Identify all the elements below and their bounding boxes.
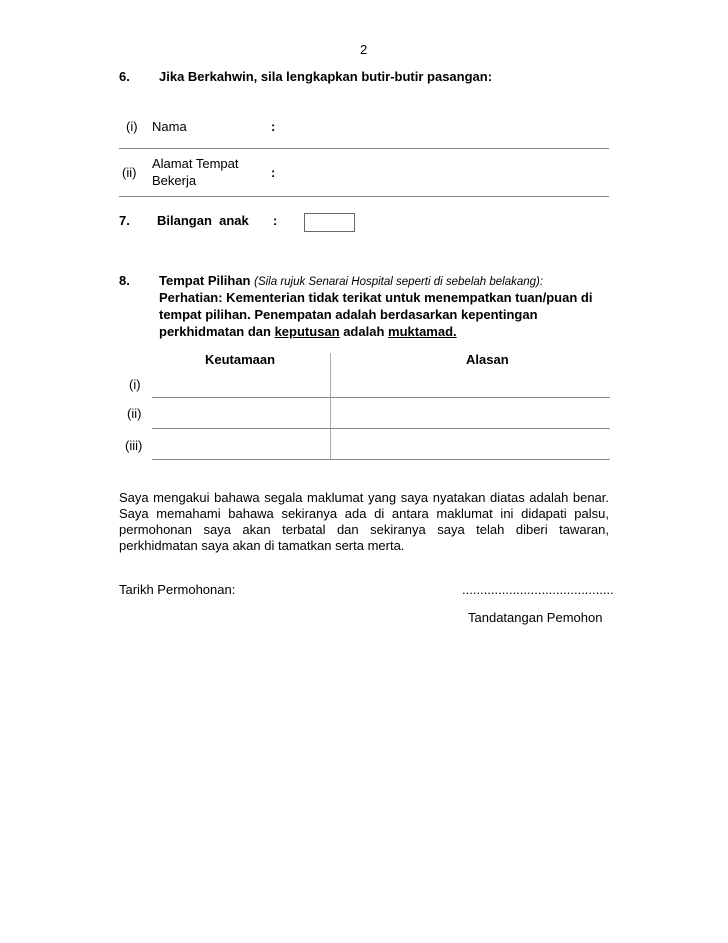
section-8-notice-line2: tempat pilihan. Penempatan adalah berdasarkan kepentingan [159,307,538,322]
row-number-nama: (i) [126,119,138,134]
nama-colon: : [271,119,276,134]
alasan-field-iii[interactable] [333,430,609,458]
bilangan-anak-label: Bilangan anak [157,213,249,228]
notice-keputusan: keputusan [274,324,340,339]
section-8-note: (Sila rujuk Senarai Hospital seperti di sebelah belakang): [254,276,544,288]
alamat-field-line [119,196,609,197]
alamat-label-line1: Alamat Tempat [152,156,239,171]
declaration-line-2: Saya memahami bahawa sekiranya ada di antara maklumat ini didapati palsu, [119,506,609,521]
notice-muktamad: muktamad. [388,324,457,339]
section-6-number: 6. [119,69,130,84]
alamat-field[interactable] [290,153,610,193]
notice-text-c: adalah [339,324,389,339]
section-6-title: Jika Berkahwin, sila lengkapkan butir-butir pasangan: [159,69,493,84]
bilangan-anak-colon: : [273,213,278,228]
row-number-alamat: (ii) [122,165,137,180]
keutamaan-field-i[interactable] [152,368,328,396]
section-7-number: 7. [119,213,130,228]
declaration-line-4: perkhidmatan saya akan di tamatkan serta merta. [119,538,405,553]
section-8-heading [159,273,543,288]
nama-field-line [119,148,609,149]
alamat-label-line2: Bekerja [152,173,197,188]
alamat-colon: : [271,165,276,180]
row-label-i: (i) [129,377,141,392]
signature-label: Tandatangan Pemohon [468,610,603,625]
keutamaan-field-ii[interactable] [152,399,328,427]
section-8-number: 8. [119,273,130,288]
date-label: Tarikh Permohonan: [119,582,236,597]
col-header-alasan: Alasan [466,352,509,367]
section-8-notice-line3 [159,324,457,339]
row-label-ii: (ii) [127,406,142,421]
table-vertical-divider [330,353,331,460]
keutamaan-field-iii[interactable] [152,430,328,458]
col-header-keutamaan: Keutamaan [205,352,276,367]
table-row-line [152,397,610,398]
nama-field[interactable] [290,116,610,146]
bilangan-anak-input[interactable] [304,213,355,232]
declaration-line-1: Saya mengakui bahawa segala maklumat yang saya nyatakan diatas adalah benar. [119,490,609,505]
alasan-field-i[interactable] [333,368,609,396]
declaration-line-3: permohonan saya akan terbatal dan sekiranya saya telah diberi tawaran, [119,522,609,537]
notice-text-a: perkhidmatan dan [159,324,275,339]
row-label-iii: (iii) [125,438,143,453]
page-number: 2 [360,42,368,57]
alasan-field-ii[interactable] [333,399,609,427]
nama-label: Nama [152,119,187,134]
table-row-line [152,459,610,460]
section-8-title: Tempat Pilihan [159,273,251,288]
section-8-notice-line1: Perhatian: Kementerian tidak terikat untuk menempatkan tuan/puan di [159,290,593,305]
table-row-line [152,428,610,429]
signature-line[interactable]: .......................................... [462,582,614,597]
